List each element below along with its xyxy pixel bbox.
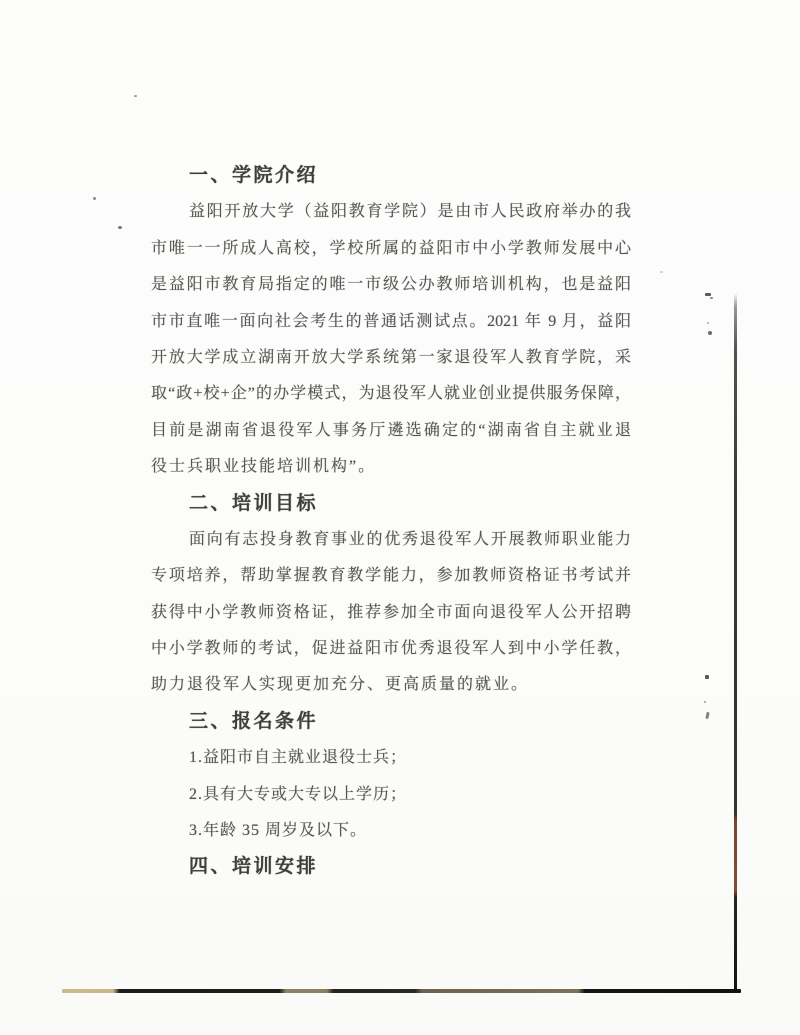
doc-line: 开放大学成立湖南开放大学系统第一家退役军人教育学院，采 xyxy=(151,348,631,366)
scan-speck xyxy=(705,675,709,679)
doc-list-item: 3.年龄 35 周岁及以下。 xyxy=(189,822,368,840)
scan-speck xyxy=(704,701,706,703)
doc-line: 面向有志投身教育事业的优秀退役军人开展教师职业能力 xyxy=(189,530,631,548)
section-heading-1: 一、学院介绍 xyxy=(189,165,319,186)
doc-line: 益阳开放大学（益阳教育学院）是由市人民政府举办的我 xyxy=(189,203,631,221)
doc-line: 市市直唯一面向社会考生的普通话测试点。2021 年 9 月，益阳 xyxy=(151,312,631,330)
doc-line: 获得中小学教师资格证，推荐参加全市面向退役军人公开招聘 xyxy=(151,603,631,621)
doc-line: 取“政+校+企”的办学模式，为退役军人就业创业提供服务保障， xyxy=(151,385,631,403)
section-heading-4: 四、培训安排 xyxy=(189,856,319,878)
doc-list-item: 2.具有大专或大专以上学历； xyxy=(189,785,408,803)
scan-speck xyxy=(118,226,122,229)
section-heading-2: 二、培训目标 xyxy=(189,492,319,514)
doc-line: 役士兵职业技能培训机构”。 xyxy=(151,458,377,476)
scan-speck xyxy=(134,95,137,97)
doc-line: 助力退役军人实现更加充分、更高质量的就业。 xyxy=(151,676,530,694)
scan-speck xyxy=(710,297,713,299)
scan-speck xyxy=(708,331,712,335)
doc-line: 专项培养，帮助掌握教育教学能力，参加教师资格证书考试并 xyxy=(151,567,631,585)
doc-line: 市唯一一所成人高校，学校所属的益阳市中小学教师发展中心 xyxy=(151,239,631,257)
document-body xyxy=(151,158,631,886)
scan-speck xyxy=(705,712,709,719)
section-heading-3: 三、报名条件 xyxy=(189,710,319,732)
scan-speck xyxy=(93,197,96,200)
page-edge-bottom xyxy=(62,989,741,993)
page-edge-right xyxy=(734,293,737,992)
scan-speck xyxy=(705,293,711,296)
scan-speck xyxy=(660,271,663,273)
scan-speck xyxy=(707,322,709,324)
doc-line: 是益阳市教育局指定的唯一市级公办教师培训机构，也是益阳 xyxy=(151,276,631,294)
doc-list-item: 1.益阳市自主就业退役士兵； xyxy=(189,749,408,767)
doc-line: 目前是湖南省退役军人事务厅遴选确定的“湖南省自主就业退 xyxy=(151,421,631,439)
doc-line: 中小学教师的考试，促进益阳市优秀退役军人到中小学任教， xyxy=(151,640,631,658)
